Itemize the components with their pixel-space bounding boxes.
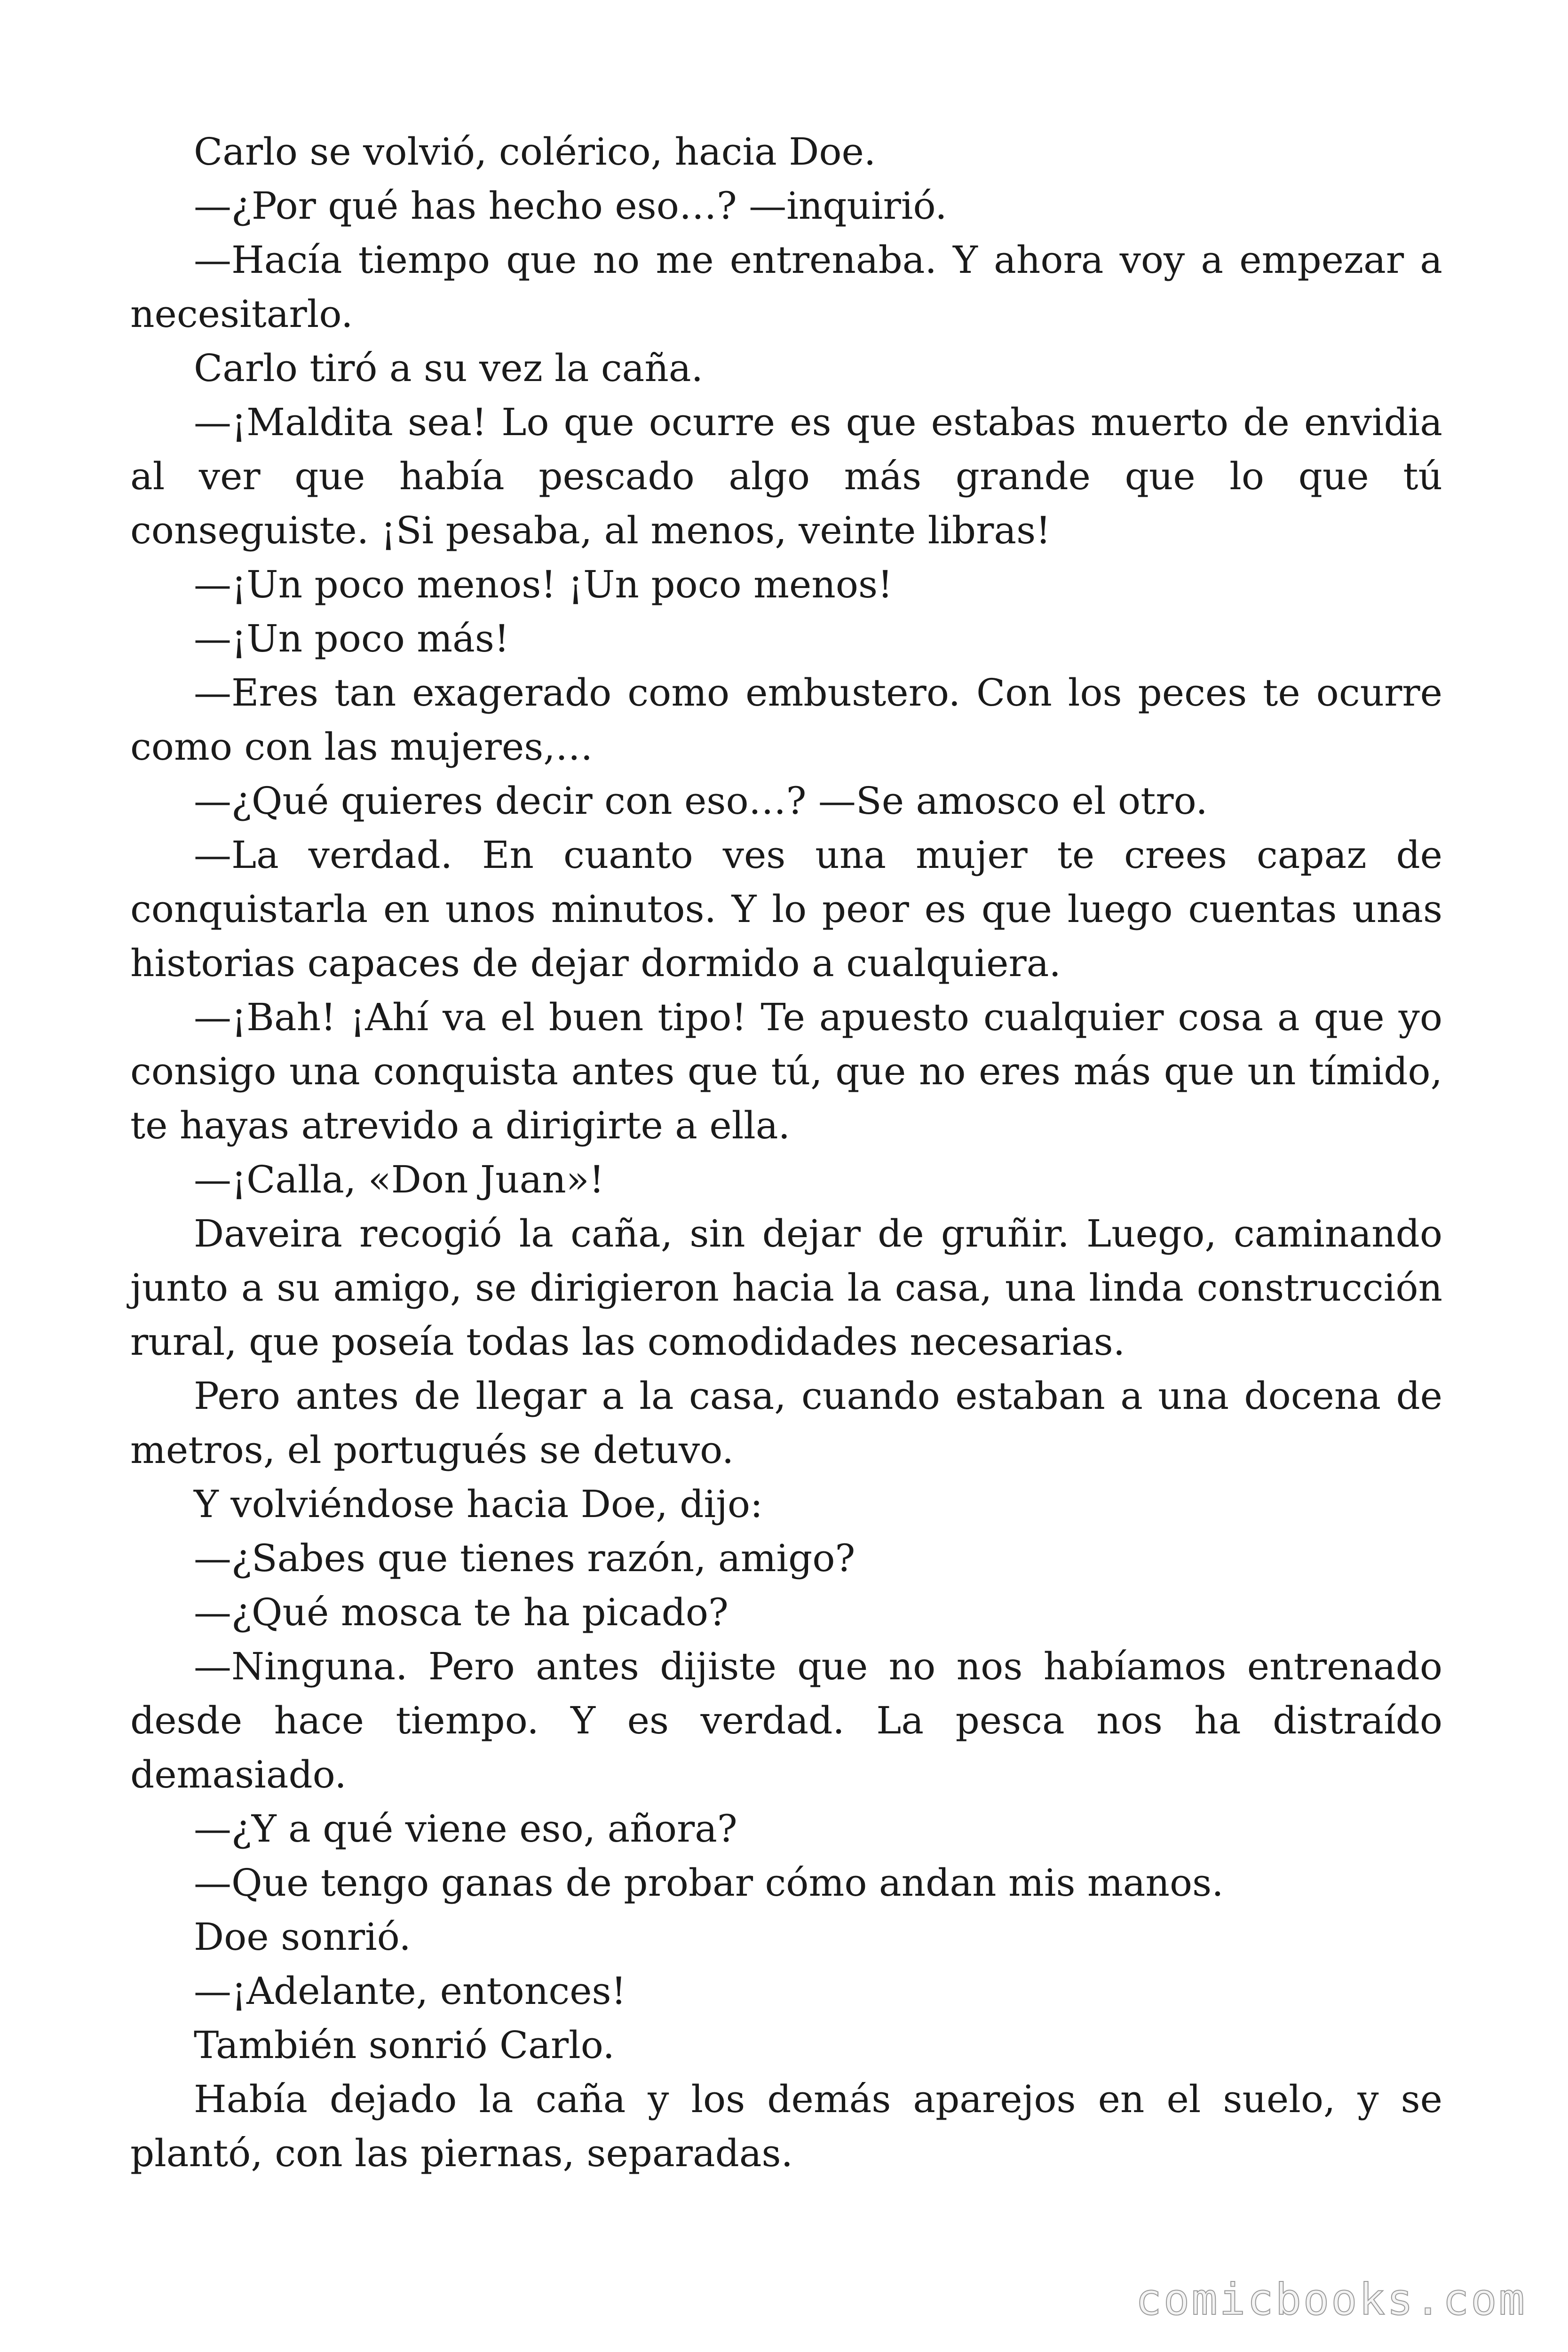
paragraph: Y volviéndose hacia Doe, dijo: [194, 1482, 763, 1526]
paragraph: —¿Y a qué viene eso, añora? [194, 1807, 737, 1851]
paragraph: —¡Un poco más! [194, 617, 510, 660]
paragraph: —Que tengo ganas de probar cómo andan mis manos. [194, 1861, 1224, 1905]
paragraph: —¡Bah! ¡Ahí va el buen tipo! Te apuesto cualquier cosa a que yo consigo una conquista antes que tú, que no eres más que un tímido, te hayas atrevido a dirigirte a ella. [130, 995, 1442, 1147]
paragraph: —Ninguna. Pero antes dijiste que no nos habíamos entrenado desde hace tiempo. Y es verdad. La pesca nos ha distraído demasiado. [130, 1645, 1442, 1796]
paragraph: —¡Adelante, entonces! [194, 1969, 626, 2013]
watermark: comicbooks.com [1135, 2274, 1527, 2325]
paragraph: Carlo tiró a su vez la caña. [194, 346, 704, 390]
paragraph: Doe sonrió. [194, 1915, 411, 1959]
paragraph: También sonrió Carlo. [194, 2023, 615, 2067]
paragraph: —Eres tan exagerado como embustero. Con los peces te ocurre como con las mujeres,… [130, 671, 1442, 769]
paragraph: —¡Maldita sea! Lo que ocurre es que estabas muerto de envidia al ver que había pescado algo más grande que lo que tú conseguiste. ¡Si pesaba, al menos, veinte libras! [130, 400, 1442, 552]
paragraph: —¿Por qué has hecho eso…? —inquirió. [194, 184, 947, 228]
paragraph: —¿Qué quieres decir con eso…? —Se amosco el otro. [194, 779, 1208, 823]
paragraph: Daveira recogió la caña, sin dejar de gruñir. Luego, caminando junto a su amigo, se dirigieron hacia la casa, una linda construcción rural, que poseía todas las comodidades necesarias. [130, 1212, 1442, 1364]
paragraph: —¿Sabes que tienes razón, amigo? [194, 1536, 855, 1580]
paragraph: —¡Calla, «Don Juan»! [194, 1158, 604, 1201]
paragraph: —¡Un poco menos! ¡Un poco menos! [194, 563, 893, 606]
page-text [130, 125, 1442, 2180]
paragraph: —La verdad. En cuanto ves una mujer te crees capaz de conquistarla en unos minutos. Y lo peor es que luego cuentas unas historias capaces de dejar dormido a cualquiera. [130, 833, 1442, 985]
paragraph: Pero antes de llegar a la casa, cuando estaban a una docena de metros, el portugués se detuvo. [130, 1374, 1442, 1472]
paragraph: —Hacía tiempo que no me entrenaba. Y ahora voy a empezar a necesitarlo. [130, 238, 1442, 336]
paragraph: —¿Qué mosca te ha picado? [194, 1590, 729, 1634]
paragraph: Había dejado la caña y los demás aparejos en el suelo, y se plantó, con las piernas, separadas. [130, 2077, 1442, 2175]
paragraph: Carlo se volvió, colérico, hacia Doe. [194, 130, 876, 174]
